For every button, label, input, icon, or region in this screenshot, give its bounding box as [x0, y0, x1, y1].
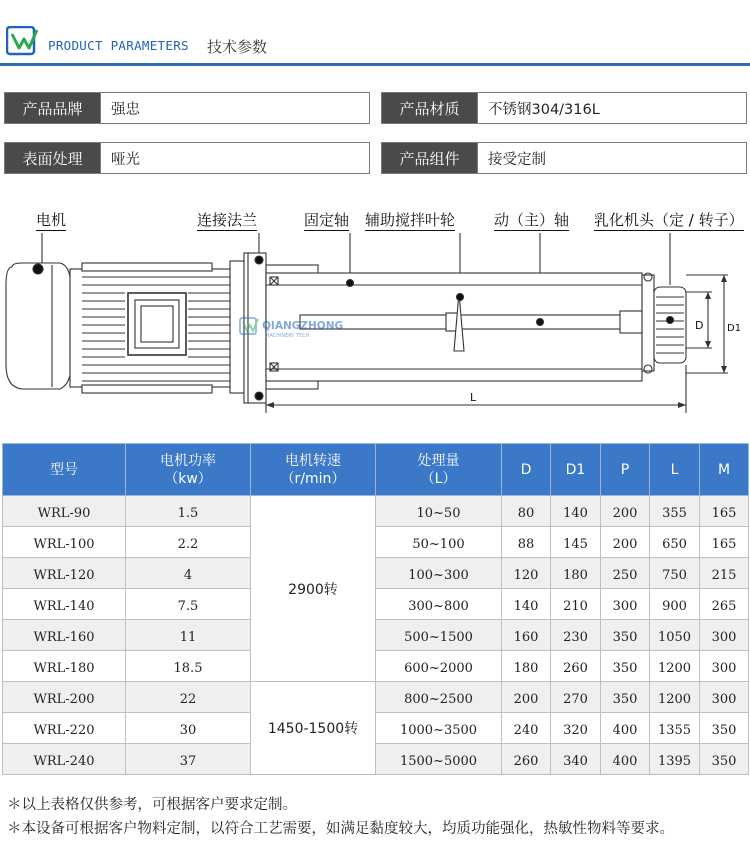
info-material	[381, 92, 747, 124]
table-header-cell	[700, 444, 749, 496]
header-line-1: D1	[565, 461, 586, 478]
cell-d1: 340	[551, 744, 601, 775]
cell-l: 750	[650, 558, 700, 589]
header-line-1: P	[620, 461, 630, 478]
cell-power: 7.5	[126, 589, 251, 620]
table-row	[3, 744, 749, 775]
cell-p: 350	[601, 651, 650, 682]
header-title-cn: 技术参数	[207, 38, 268, 56]
header-line-1: 电机转速	[285, 452, 341, 469]
table-row	[3, 651, 749, 682]
info-brand	[4, 92, 370, 124]
cell-l: 1395	[650, 744, 700, 775]
cell-d: 180	[502, 651, 551, 682]
label-flange: 连接法兰	[197, 211, 258, 229]
cell-p: 400	[601, 713, 650, 744]
table-header-cell	[601, 444, 650, 496]
cell-capacity: 600~2000	[376, 651, 502, 682]
cell-d: 240	[502, 713, 551, 744]
info-label: 产品材质	[382, 93, 478, 123]
cell-capacity: 300~800	[376, 589, 502, 620]
cell-model: WRL-240	[3, 744, 126, 775]
info-value: 强忠	[111, 101, 140, 118]
cell-d1: 260	[551, 651, 601, 682]
dim-D1: D1	[727, 323, 742, 334]
cell-p: 350	[601, 682, 650, 713]
header-line-2: （r/min）	[280, 470, 346, 487]
header-line-1: 型号	[50, 461, 78, 478]
cell-power: 1.5	[126, 496, 251, 527]
info-label: 表面处理	[5, 143, 101, 173]
cell-d1: 320	[551, 713, 601, 744]
table-header-cell	[376, 444, 502, 496]
cell-model: WRL-180	[3, 651, 126, 682]
cell-d1: 270	[551, 682, 601, 713]
table-header-cell	[3, 444, 126, 496]
cell-model: WRL-100	[3, 527, 126, 558]
table-row	[3, 558, 749, 589]
label-fixed-shaft: 固定轴	[304, 211, 350, 229]
cell-l: 650	[650, 527, 700, 558]
table-row	[3, 527, 749, 558]
header-divider	[0, 63, 750, 66]
watermark-text: QIANGZHONG	[262, 320, 344, 332]
cell-power: 37	[126, 744, 251, 775]
cell-p: 350	[601, 620, 650, 651]
brand-logo-icon	[6, 26, 40, 56]
cell-capacity: 1500~5000	[376, 744, 502, 775]
emulsifier-diagram	[0, 205, 750, 415]
table-row	[3, 620, 749, 651]
cell-capacity: 800~2500	[376, 682, 502, 713]
info-label: 产品品牌	[5, 93, 101, 123]
dim-D: D	[695, 319, 704, 332]
cell-m: 300	[700, 651, 749, 682]
table-header-cell	[502, 444, 551, 496]
info-label: 产品组件	[382, 143, 478, 173]
cell-d: 80	[502, 496, 551, 527]
cell-power: 22	[126, 682, 251, 713]
header-title-en: PRODUCT PARAMETERS	[48, 38, 189, 53]
header	[0, 0, 750, 66]
cell-l: 1355	[650, 713, 700, 744]
cell-p: 200	[601, 527, 650, 558]
cell-model: WRL-220	[3, 713, 126, 744]
cell-d1: 180	[551, 558, 601, 589]
info-value: 哑光	[111, 151, 140, 168]
cell-l: 900	[650, 589, 700, 620]
parameter-table	[2, 443, 749, 775]
cell-model: WRL-90	[3, 496, 126, 527]
table-header-row	[3, 444, 749, 496]
cell-d1: 145	[551, 527, 601, 558]
speed-cell: 1450-1500转	[251, 682, 376, 775]
cell-power: 2.2	[126, 527, 251, 558]
cell-power: 18.5	[126, 651, 251, 682]
header-line-1: 处理量	[417, 452, 460, 469]
cell-m: 165	[700, 527, 749, 558]
cell-l: 1200	[650, 651, 700, 682]
cell-model: WRL-160	[3, 620, 126, 651]
cell-d1: 140	[551, 496, 601, 527]
header-line-2: （kw）	[164, 470, 212, 487]
table-row	[3, 682, 749, 713]
table-header-cell	[251, 444, 376, 496]
cell-d: 88	[502, 527, 551, 558]
header-line-1: L	[670, 461, 679, 478]
info-value: 不锈钢304/316L	[488, 101, 600, 118]
cell-d: 160	[502, 620, 551, 651]
dim-L: L	[470, 391, 477, 404]
cell-power: 11	[126, 620, 251, 651]
label-main-shaft: 动（主）轴	[494, 211, 570, 229]
table-row	[3, 713, 749, 744]
info-components	[381, 142, 747, 174]
cell-power: 30	[126, 713, 251, 744]
cell-capacity: 500~1500	[376, 620, 502, 651]
note-customization: ＊本设备可根据客户物料定制，以符合工艺需要，如满足黏度较大，均质功能强化，热敏性物料等要求。	[7, 821, 674, 837]
cell-d1: 210	[551, 589, 601, 620]
cell-p: 300	[601, 589, 650, 620]
cell-d: 260	[502, 744, 551, 775]
cell-capacity: 10~50	[376, 496, 502, 527]
cell-m: 265	[700, 589, 749, 620]
cell-l: 355	[650, 496, 700, 527]
cell-m: 165	[700, 496, 749, 527]
info-surface	[4, 142, 370, 174]
cell-capacity: 1000~3500	[376, 713, 502, 744]
label-impeller: 辅助搅拌叶轮	[365, 211, 456, 229]
machine-drawing	[0, 205, 750, 415]
cell-m: 300	[700, 620, 749, 651]
table-header-cell	[126, 444, 251, 496]
label-motor: 电机	[36, 211, 67, 229]
watermark-subtext: MACHINERY TECH	[265, 333, 310, 339]
table-header-cell	[551, 444, 601, 496]
cell-m: 350	[700, 744, 749, 775]
cell-power: 4	[126, 558, 251, 589]
header-line-1: 电机功率	[160, 452, 216, 469]
cell-model: WRL-120	[3, 558, 126, 589]
header-line-1: D	[520, 461, 532, 478]
cell-p: 400	[601, 744, 650, 775]
info-value: 接受定制	[488, 151, 546, 168]
cell-model: WRL-140	[3, 589, 126, 620]
cell-d1: 230	[551, 620, 601, 651]
table-row	[3, 496, 749, 527]
note-reference: ＊以上表格仅供参考，可根据客户要求定制。	[7, 797, 297, 813]
cell-capacity: 100~300	[376, 558, 502, 589]
cell-m: 300	[700, 682, 749, 713]
table-body	[3, 496, 749, 775]
header-line-1: M	[717, 461, 731, 478]
cell-d: 120	[502, 558, 551, 589]
label-head: 乳化机头（定 / 转子）	[594, 211, 744, 229]
cell-p: 250	[601, 558, 650, 589]
cell-d: 140	[502, 589, 551, 620]
cell-p: 200	[601, 496, 650, 527]
header-line-2: （L）	[420, 470, 457, 487]
speed-cell: 2900转	[251, 496, 376, 682]
cell-l: 1050	[650, 620, 700, 651]
table-header-cell	[650, 444, 700, 496]
cell-model: WRL-200	[3, 682, 126, 713]
cell-m: 350	[700, 713, 749, 744]
table-row	[3, 589, 749, 620]
cell-d: 200	[502, 682, 551, 713]
cell-capacity: 50~100	[376, 527, 502, 558]
cell-l: 1200	[650, 682, 700, 713]
cell-m: 215	[700, 558, 749, 589]
